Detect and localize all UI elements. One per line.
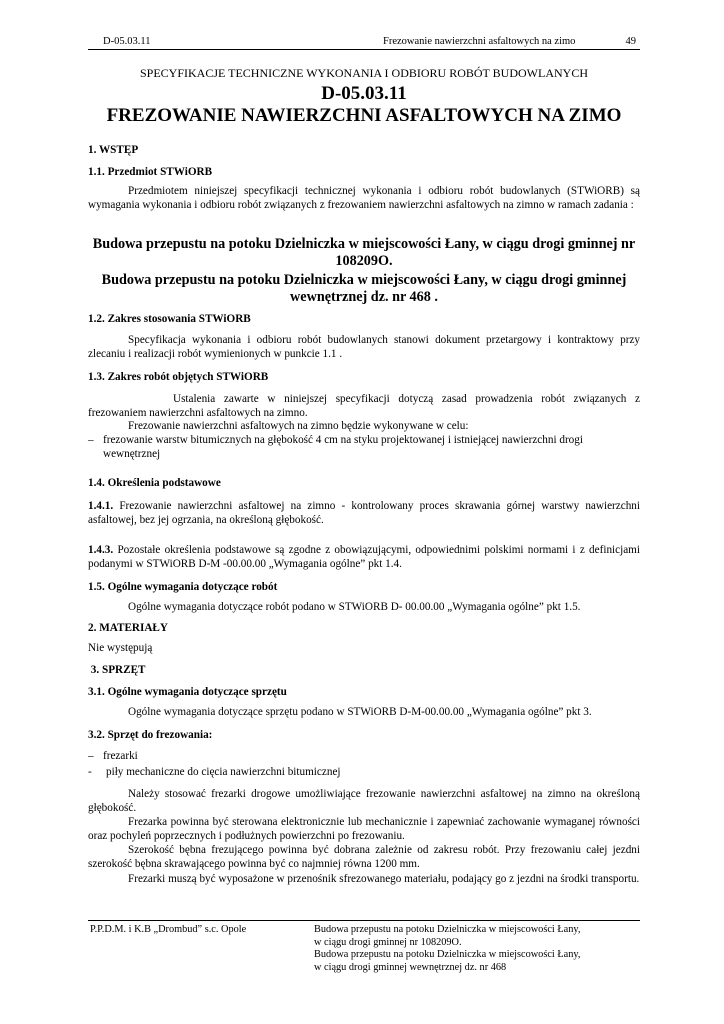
footer-project-line: Budowa przepustu na potoku Dzielniczka w miejscowości Łany, <box>314 949 581 961</box>
header-doc-code: D-05.03.11 <box>103 36 151 47</box>
definition-number: 1.4.1. <box>88 500 114 512</box>
section-1-5-heading: 1.5. Ogólne wymagania dotyczące robót <box>88 581 278 593</box>
definition-number: 1.4.3. <box>88 544 114 556</box>
header-rule <box>88 49 640 50</box>
equipment-paragraph-1: Należy stosować frezarki drogowe umożliwiające frezowanie nawierzchni asfaltowej na zimno na określoną głębokość. <box>88 788 640 814</box>
section-3-1-text: Ogólne wymagania dotyczące sprzętu podano w STWiORB D-M-00.00.00 „Wymagania ogólne” pkt 3. <box>128 706 592 718</box>
list-item-text: frezarki <box>103 750 138 762</box>
document-page <box>88 0 640 1024</box>
header-doc-title: Frezowanie nawierzchni asfaltowych na zimo <box>383 36 576 47</box>
equipment-item-1 <box>88 749 640 763</box>
footer-company: P.P.D.M. i K.B „Drombud” s.c. Opole <box>90 924 247 935</box>
definition-text: Pozostałe określenia podstawowe są zgodne z obowiązującymi, odpowiednimi polskimi normami i z definicjami podanymi w STWiORB D-M -00.00.00 „Wymagania ogólne” pkt 1.4. <box>88 544 640 570</box>
equipment-paragraph-3: Szerokość bębna frezującego powinna być dobrana zależnie od zakresu robót. Przy frezowaniu całej jezdni szerokość bębna skrawającego powinna być co najmniej równa 1200 mm. <box>88 844 640 870</box>
list-dash: – <box>88 434 94 446</box>
project-title-2: Budowa przepustu na potoku Dzielniczka w miejscowości Łany, w ciągu drogi gminnej wewnętrznej dz. nr 468 . <box>101 272 627 305</box>
section-1-1-heading: 1.1. Przedmiot STWiORB <box>88 166 213 178</box>
section-1-2-heading: 1.2. Zakres stosowania STWiORB <box>88 313 251 325</box>
section-3-2-heading: 3.2. Sprzęt do frezowania: <box>88 729 213 741</box>
section-1-1-text: Przedmiotem niniejszej specyfikacji technicznej wykonania i odbioru robót budowlanych (STWiORB) są wymagania wykonania i odbioru robót związanych z frezowaniem nawierzchni asfaltowych na zimno w ramach zadania : <box>88 185 640 211</box>
list-dash: - <box>88 766 92 778</box>
section-1-3-heading: 1.3. Zakres robót objętych STWiORB <box>88 371 269 383</box>
footer-project-line: w ciągu drogi gminnej wewnętrznej dz. nr 468 <box>314 961 507 973</box>
section-1-2-text: Specyfikacja wykonania i odbioru robót budowlanych stanowi dokument przetargowy i kontraktowy przy zlecaniu i realizacji robót wymienionych w punkcie 1.1 . <box>88 334 640 360</box>
list-item-text: piły mechaniczne do cięcia nawierzchni bitumicznej <box>106 766 341 778</box>
doc-code: D-05.03.11 <box>321 83 407 104</box>
spec-line: SPECYFIKACJE TECHNICZNE WYKONANIA I ODBIORU ROBÓT BUDOWLANYCH <box>139 66 588 80</box>
section-2-text: Nie występują <box>88 642 153 654</box>
footer-project-line: w ciągu drogi gminnej nr 108209O. <box>314 936 462 948</box>
equipment-paragraph-4: Frezarki muszą być wyposażone w przenośnik sfrezowanego materiału, podający go z jezdni na środki transportu. <box>128 873 640 885</box>
section-1-3-list-item <box>88 433 640 461</box>
section-2-heading: 2. MATERIAŁY <box>88 622 168 634</box>
definition-text: Frezowanie nawierzchni asfaltowej na zimno - kontrolowany proces skrawania górnej warstwy nawierzchni asfaltowej, bez jej ogrzania, na określoną głębokość. <box>88 500 640 526</box>
footer-projects <box>314 924 640 974</box>
header-page-number: 49 <box>625 36 636 47</box>
definition-1-4-1 <box>88 499 640 527</box>
section-1-5-text: Ogólne wymagania dotyczące robót podano w STWiORB D- 00.00.00 „Wymagania ogólne” pkt 1.5. <box>128 601 581 613</box>
section-3-1-heading: 3.1. Ogólne wymagania dotyczące sprzętu <box>88 686 287 698</box>
section-1-heading: 1. WSTĘP <box>88 144 139 156</box>
section-1-3-text-2: Frezowanie nawierzchni asfaltowych na zimno będzie wykonywane w celu: <box>128 420 469 432</box>
footer-project-line: Budowa przepustu na potoku Dzielniczka w miejscowości Łany, <box>314 924 581 935</box>
equipment-item-2 <box>88 765 640 779</box>
definition-1-4-3 <box>88 543 640 571</box>
section-1-4-heading: 1.4. Określenia podstawowe <box>88 477 221 489</box>
project-title-1: Budowa przepustu na potoku Dzielniczka w miejscowości Łany, w ciągu drogi gminnej nr 108209O. <box>92 236 636 269</box>
section-3-heading: 3. SPRZĘT <box>88 664 146 676</box>
list-item-text: frezowanie warstw bitumicznych na głębokość 4 cm na styku projektowanej i istniejącej nawierzchni drogi wewnętrznej <box>103 434 583 460</box>
list-dash: – <box>88 750 94 762</box>
section-1-3-text-1: Ustalenia zawarte w niniejszej specyfikacji dotyczą zasad prowadzenia robót związanych z frezowaniem nawierzchni asfaltowych na zimno. <box>88 393 640 419</box>
footer-rule <box>88 920 640 921</box>
doc-title: FREZOWANIE NAWIERZCHNI ASFALTOWYCH NA ZIMO <box>106 105 622 126</box>
equipment-paragraph-2: Frezarka powinna być sterowana elektronicznie lub mechanicznie i zapewniać zachowanie wymaganej równości oraz pochyleń poprzecznych i podłużnych powierzchni po frezowaniu. <box>88 816 640 842</box>
